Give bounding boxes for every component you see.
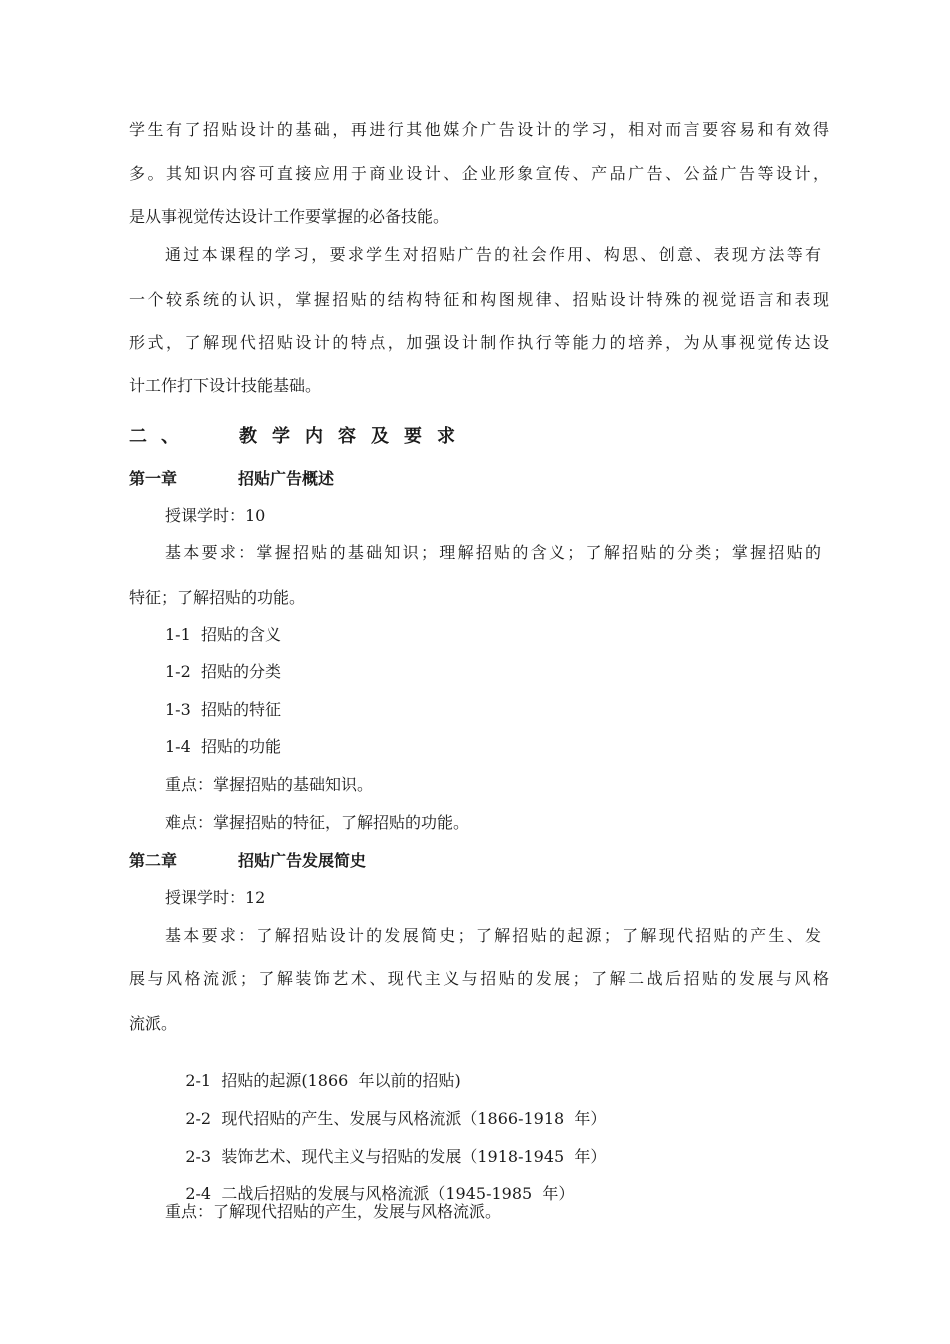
intro-line: 通过本课程的学习，要求学生对招贴广告的社会作用、构思、创意、表现方法等有	[165, 245, 821, 264]
item-text: 二战后招贴的发展与风格流派（1945-1985 年）	[221, 1184, 575, 1203]
key-point: 重点：掌握招贴的基础知识。	[165, 775, 374, 794]
list-item	[165, 625, 865, 645]
section-title: 教学内容及要求	[239, 426, 470, 447]
list-item	[165, 700, 865, 720]
intro-line: 是从事视觉传达设计工作要掌握的必备技能。	[129, 207, 450, 226]
item-number: 1-3	[165, 700, 191, 719]
item-number: 2-3	[185, 1147, 212, 1166]
section-number: 二、	[129, 426, 193, 447]
item-number: 1-2	[165, 662, 191, 681]
item-text: 招贴的含义	[201, 625, 282, 644]
key-point: 重点：了解现代招贴的产生，发展与风格流派。	[165, 1202, 502, 1221]
chapter-title: 招贴广告概述	[238, 469, 335, 488]
item-number: 1-1	[165, 625, 191, 644]
requirements-line: 展与风格流派；了解装饰艺术、现代主义与招贴的发展；了解二战后招贴的发展与风格	[129, 969, 829, 988]
requirements-line: 基本要求：掌握招贴的基础知识；理解招贴的含义；了解招贴的分类；掌握招贴的	[165, 543, 821, 562]
item-number: 2-1	[185, 1071, 212, 1090]
teaching-hours: 授课学时：12	[165, 888, 266, 907]
chapter-heading	[129, 851, 829, 871]
item-number: 1-4	[165, 737, 191, 756]
intro-line: 学生有了招贴设计的基础，再进行其他媒介广告设计的学习，相对而言要容易和有效得	[129, 120, 829, 139]
list-item	[165, 737, 865, 757]
chapter-number: 第一章	[129, 469, 178, 488]
item-text: 招贴的特征	[201, 700, 282, 719]
requirements-line: 特征；了解招贴的功能。	[129, 588, 306, 607]
requirements-line: 基本要求：了解招贴设计的发展简史；了解招贴的起源；了解现代招贴的产生、发	[165, 926, 821, 945]
item-number: 2-2	[185, 1109, 212, 1128]
intro-line: 一个较系统的认识，掌握招贴的结构特征和构图规律、招贴设计特殊的视觉语言和表现	[129, 290, 829, 309]
item-text: 装饰艺术、现代主义与招贴的发展（1918-1945 年）	[221, 1147, 607, 1166]
intro-line: 形式，了解现代招贴设计的特点，加强设计制作执行等能力的培养，为从事视觉传达设	[129, 333, 829, 352]
chapter-number: 第二章	[129, 851, 178, 870]
item-text: 招贴的起源(1866 年以前的招贴)	[221, 1071, 461, 1090]
item-text: 招贴的分类	[201, 662, 282, 681]
requirements-line: 流派。	[129, 1014, 178, 1033]
difficulty: 难点：掌握招贴的特征，了解招贴的功能。	[165, 813, 470, 832]
chapter-title: 招贴广告发展简史	[238, 851, 367, 870]
section-heading	[129, 427, 829, 447]
item-text: 现代招贴的产生、发展与风格流派（1866-1918 年）	[221, 1109, 607, 1128]
item-text: 招贴的功能	[201, 737, 282, 756]
intro-line: 计工作打下设计技能基础。	[129, 376, 322, 395]
chapter-heading	[129, 469, 829, 489]
intro-line: 多。其知识内容可直接应用于商业设计、企业形象宣传、产品广告、公益广告等设计，	[129, 164, 829, 183]
teaching-hours: 授课学时：10	[165, 506, 266, 525]
item-number: 2-4	[185, 1184, 212, 1203]
list-item	[165, 662, 865, 682]
